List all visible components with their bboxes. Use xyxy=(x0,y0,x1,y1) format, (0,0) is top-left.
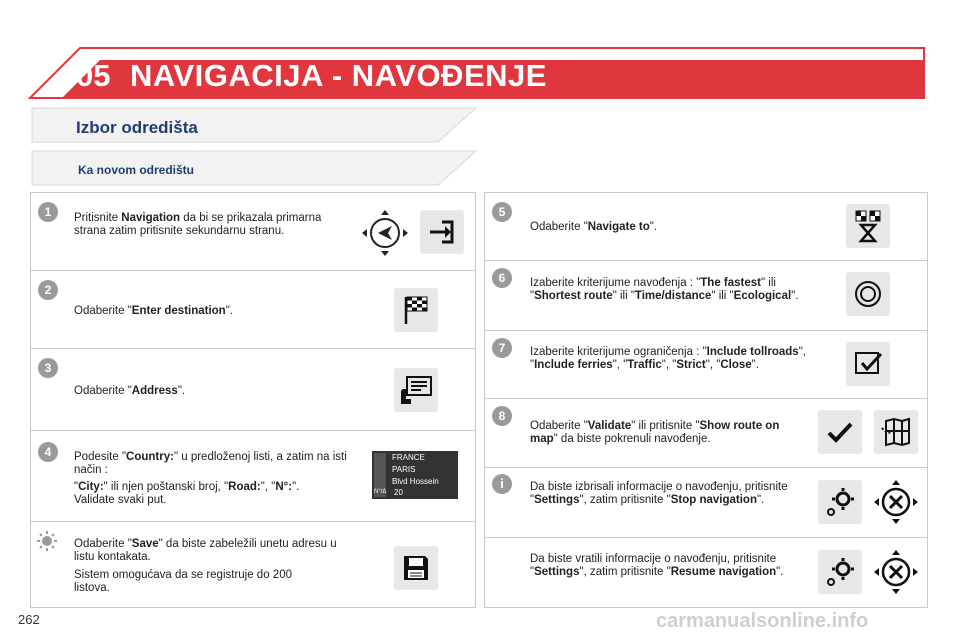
right-column-frame xyxy=(484,192,928,608)
step-8-number: 8 xyxy=(492,406,512,426)
step-3-number: 3 xyxy=(38,358,58,378)
step-5-text: Odaberite "Navigate to". xyxy=(530,221,658,233)
step-4-validate-text: Validate svaki put. xyxy=(74,494,167,506)
subsection-title: Ka novom odredištu xyxy=(78,163,195,177)
step-8-text: Odaberite "Validate" ili pritisnite "Show route on map" da biste pokrenuli navođenje. xyxy=(530,420,780,445)
save-step-text: Odaberite "Save" da biste zabeležili unetu adresu u listu kontakata. xyxy=(74,538,337,563)
validate-check-icon xyxy=(818,410,862,454)
divider xyxy=(485,260,927,261)
divider xyxy=(31,348,475,349)
section-title: Izbor odredišta xyxy=(76,118,198,137)
divider xyxy=(485,330,927,331)
navigate-to-flag-icon xyxy=(846,204,890,248)
divider xyxy=(485,467,927,468)
info-icon: i xyxy=(492,474,512,494)
divider xyxy=(485,537,927,538)
step-6-text: Izaberite kriterijume navođenja : "The fastest" ili "Shortest route" ili "Time/distance" ili "Ecological". xyxy=(530,277,799,302)
resume-navigation-text: Da biste vratili informacije o navođenju, pritisnite "Settings", zatim pritisnite "Resume navigation". xyxy=(530,553,784,578)
step-7-number: 7 xyxy=(492,338,512,358)
step-3-text: Odaberite "Address". xyxy=(74,385,186,397)
divider xyxy=(31,270,475,271)
page-title: NAVIGACIJA - NAVOĐENJE xyxy=(130,58,547,93)
step-2-text: Odaberite "Enter destination". xyxy=(74,305,233,317)
step-1-number: 1 xyxy=(38,202,58,222)
step-1-text: Pritisnite Navigation da bi se prikazala primarna strana zatim pritisnite sekundarnu stranu. xyxy=(74,212,322,237)
stop-navigation-joystick-icon xyxy=(872,478,920,526)
address-form-screen xyxy=(372,451,458,499)
number-field: 20 xyxy=(394,488,403,497)
checkered-flag-icon xyxy=(394,288,438,332)
chapter-number: 05 xyxy=(76,58,111,93)
save-limit-text: Sistem omogućava da se registruje do 200 listova. xyxy=(74,569,292,594)
show-route-on-map-icon xyxy=(874,410,918,454)
road-field: Blvd Hossein xyxy=(392,477,439,486)
step-6-number: 6 xyxy=(492,268,512,288)
route-criteria-icon xyxy=(846,272,890,316)
tip-sun-icon xyxy=(36,530,58,552)
city-field: PARIS xyxy=(392,465,416,474)
settings-gear-icon xyxy=(818,550,862,594)
divider xyxy=(31,521,475,522)
watermark: carmanualsonline.info xyxy=(656,610,869,632)
resume-navigation-joystick-icon xyxy=(872,548,920,596)
step-4-number: 4 xyxy=(38,442,58,462)
step-5-number: 5 xyxy=(492,202,512,222)
step-4-text: Podesite "Country:" u predloženoj listi, a zatim na isti način : xyxy=(74,451,347,476)
country-field: FRANCE xyxy=(392,453,425,462)
save-disk-icon xyxy=(394,546,438,590)
page-number: 262 xyxy=(18,612,40,627)
step-2-number: 2 xyxy=(38,280,58,300)
navigation-joystick-icon xyxy=(360,208,410,258)
number-label: N°/Δ xyxy=(374,489,387,495)
step-7-text: Izaberite kriterijume ograničenja : "Include tollroads", "Include ferries", "Traffic", "Strict", "Close". xyxy=(530,346,806,371)
stop-navigation-text: Da biste izbrisali informacije o navođenju, pritisnite "Settings", zatim pritisnite "Stop navigation". xyxy=(530,481,788,506)
divider xyxy=(485,398,927,399)
settings-gear-icon xyxy=(818,480,862,524)
step-4-fields-text: "City:" ili njen poštanski broj, "Road:", "N°:". xyxy=(74,481,300,493)
secondary-page-icon xyxy=(420,210,464,254)
divider xyxy=(31,430,475,431)
restrictions-checklist-icon xyxy=(846,342,890,386)
address-keyboard-icon xyxy=(394,368,438,412)
